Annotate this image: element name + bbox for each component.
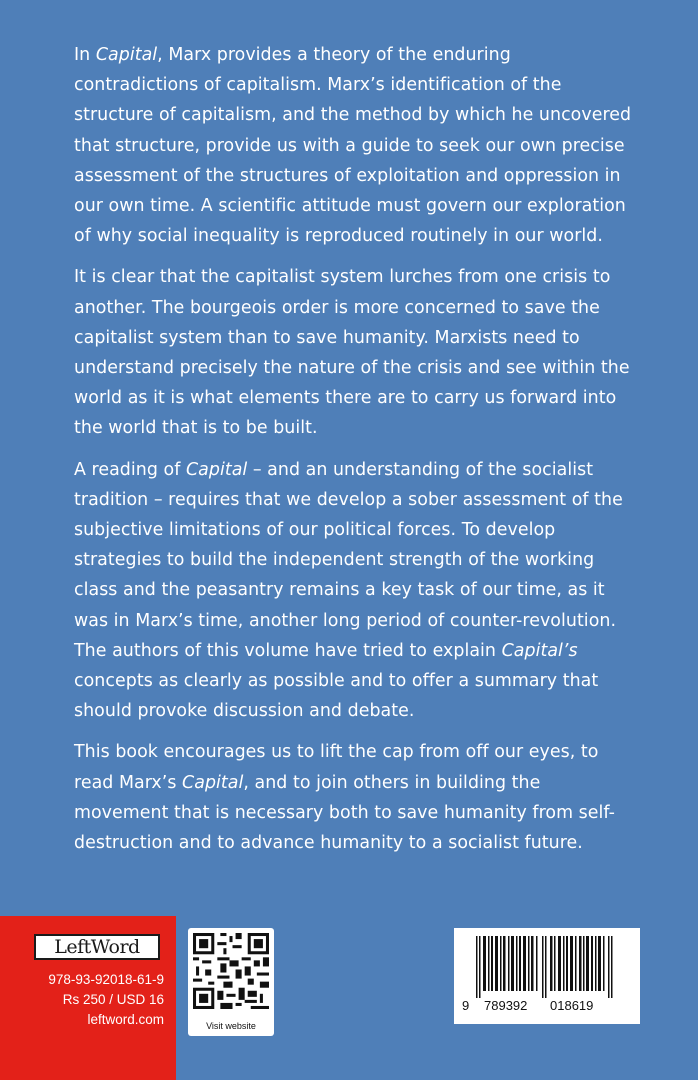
- blurb-paragraph-2: It is clear that the capitalist system lurches from one crisis to another. The bourgeois order is more concerned to save the capitalist system than to save humanity. Marxists need to understand precisely the nature of the crisis and see within the world as it is what elements there are to carry us forward into the world that is to be built.: [74, 267, 630, 439]
- publisher-panel: [0, 916, 176, 1080]
- website-text[interactable]: leftword.com: [87, 1012, 164, 1027]
- p3-text-middle: – and an understanding of the socialist tradition – requires that we develop a sober assessment of the subjective limitations of our political forces. To develop strategies to build the independent strength of the working class and the peasantry remains a key task of our time, as it was in Marx’s time, another long period of counter-revolution. The authors of this volume have tried to explain: [74, 459, 623, 661]
- p3-book-title-possessive: Capital’s: [501, 640, 578, 661]
- barcode-digit-prefix: 9: [462, 998, 470, 1013]
- qr-code-icon: [193, 933, 269, 1009]
- p3-text-start: A reading of: [74, 459, 186, 480]
- qr-caption: Visit website: [206, 1021, 256, 1031]
- p1-text-start: In: [74, 45, 96, 65]
- barcode-icon: [462, 936, 632, 998]
- p4-text-start: This book encourages us to lift the cap from off our eyes, to read Marx’s: [74, 742, 599, 793]
- blurb-paragraph-1: [74, 40, 634, 251]
- barcode-digits-left: 789392: [484, 998, 528, 1013]
- barcode-digits-right: 018619: [550, 998, 594, 1013]
- qr-code-panel[interactable]: [188, 928, 274, 1036]
- price-text: Rs 250 / USD 16: [62, 992, 164, 1007]
- blurb-paragraph-3: [74, 455, 634, 727]
- barcode-panel: [454, 928, 640, 1024]
- p4-text-end: , and to join others in building the movement that is necessary both to save humanity from self-destruction and to advance humanity to a socialist future.: [74, 772, 615, 854]
- p1-text-end: , Marx provides a theory of the enduring contradictions of capitalism. Marx’s identification of the structure of capitalism, and the method by which he uncovered that structure, provide us with a guide to seek our own precise assessment of the structures of exploitation and oppression in our own time. A scientific attitude must govern our exploration of why social inequality is reproduced routinely in our world.: [74, 45, 632, 247]
- isbn-text: 978-93-92018-61-9: [48, 972, 164, 987]
- back-cover-blurb: [74, 40, 634, 869]
- p3-text-end: concepts as clearly as possible and to offer a summary that should provoke discussion and debate.: [74, 671, 599, 722]
- publisher-logo: LeftWord: [34, 934, 160, 960]
- p3-book-title: Capital: [185, 459, 248, 480]
- p4-book-title: Capital: [182, 772, 244, 793]
- p1-book-title: Capital: [95, 45, 158, 65]
- blurb-paragraph-4: [74, 737, 634, 858]
